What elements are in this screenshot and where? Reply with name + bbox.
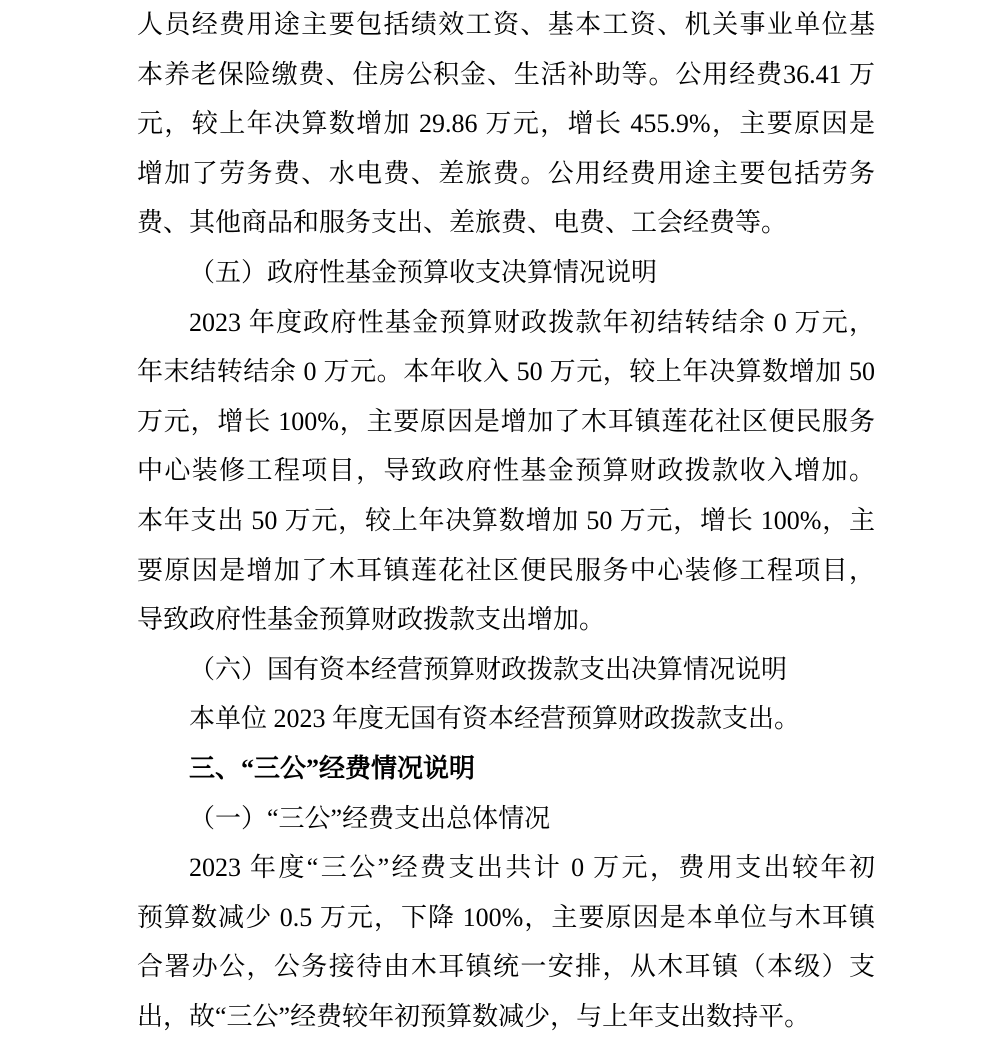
body-line: 中心装修工程项目，导致政府性基金预算财政拨款收入增加。 — [137, 456, 875, 486]
body-line: 出，故“三公”经费较年初预算数减少，与上年支出数持平。 — [137, 1001, 811, 1031]
section-heading-three-public: 三、“三公”经费情况说明 — [189, 753, 476, 783]
body-line: 增加了劳务费、水电费、差旅费。公用经费用途主要包括劳务 — [137, 158, 875, 188]
body-line: 2023 年度政府性基金预算财政拨款年初结转结余 0 万元， — [189, 307, 875, 337]
body-line: 要原因是增加了木耳镇莲花社区便民服务中心装修工程项目， — [137, 555, 875, 585]
body-line: 本养老保险缴费、住房公积金、生活补助等。公用经费36.41 万 — [137, 59, 875, 89]
subheading-government-fund: （五）政府性基金预算收支决算情况说明 — [189, 257, 658, 287]
body-paragraph — [137, 843, 875, 1041]
body-line: 元，较上年决算数增加 29.86 万元，增长 455.9%，主要原因是 — [137, 109, 875, 139]
body-line: 导致政府性基金预算财政拨款支出增加。 — [137, 605, 606, 635]
body-line: 人员经费用途主要包括绩效工资、基本工资、机关事业单位基 — [137, 10, 875, 39]
subheading-three-public-overall: （一）“三公”经费支出总体情况 — [189, 803, 551, 833]
body-line: 本年支出 50 万元，较上年决算数增加 50 万元，增长 100%，主 — [137, 505, 875, 535]
body-line: 年末结转结余 0 万元。本年收入 50 万元，较上年决算数增加 50 — [137, 357, 875, 387]
document-page — [137, 0, 875, 1041]
body-paragraph — [137, 298, 875, 645]
body-line: 费、其他商品和服务支出、差旅费、电费、工会经费等。 — [137, 208, 788, 238]
body-line: 预算数减少 0.5 万元，下降 100%，主要原因是本单位与木耳镇 — [137, 902, 875, 932]
body-line: 2023 年度“三公”经费支出共计 0 万元，费用支出较年初 — [189, 853, 875, 883]
body-paragraph — [137, 0, 875, 248]
body-line: 本单位 2023 年度无国有资本经营预算财政拨款支出。 — [189, 704, 801, 734]
body-line: 万元，增长 100%，主要原因是增加了木耳镇莲花社区便民服务 — [137, 406, 875, 436]
body-line: 合署办公，公务接待由木耳镇统一安排，从木耳镇（本级）支 — [137, 952, 875, 982]
subheading-state-capital: （六）国有资本经营预算财政拨款支出决算情况说明 — [189, 654, 788, 684]
